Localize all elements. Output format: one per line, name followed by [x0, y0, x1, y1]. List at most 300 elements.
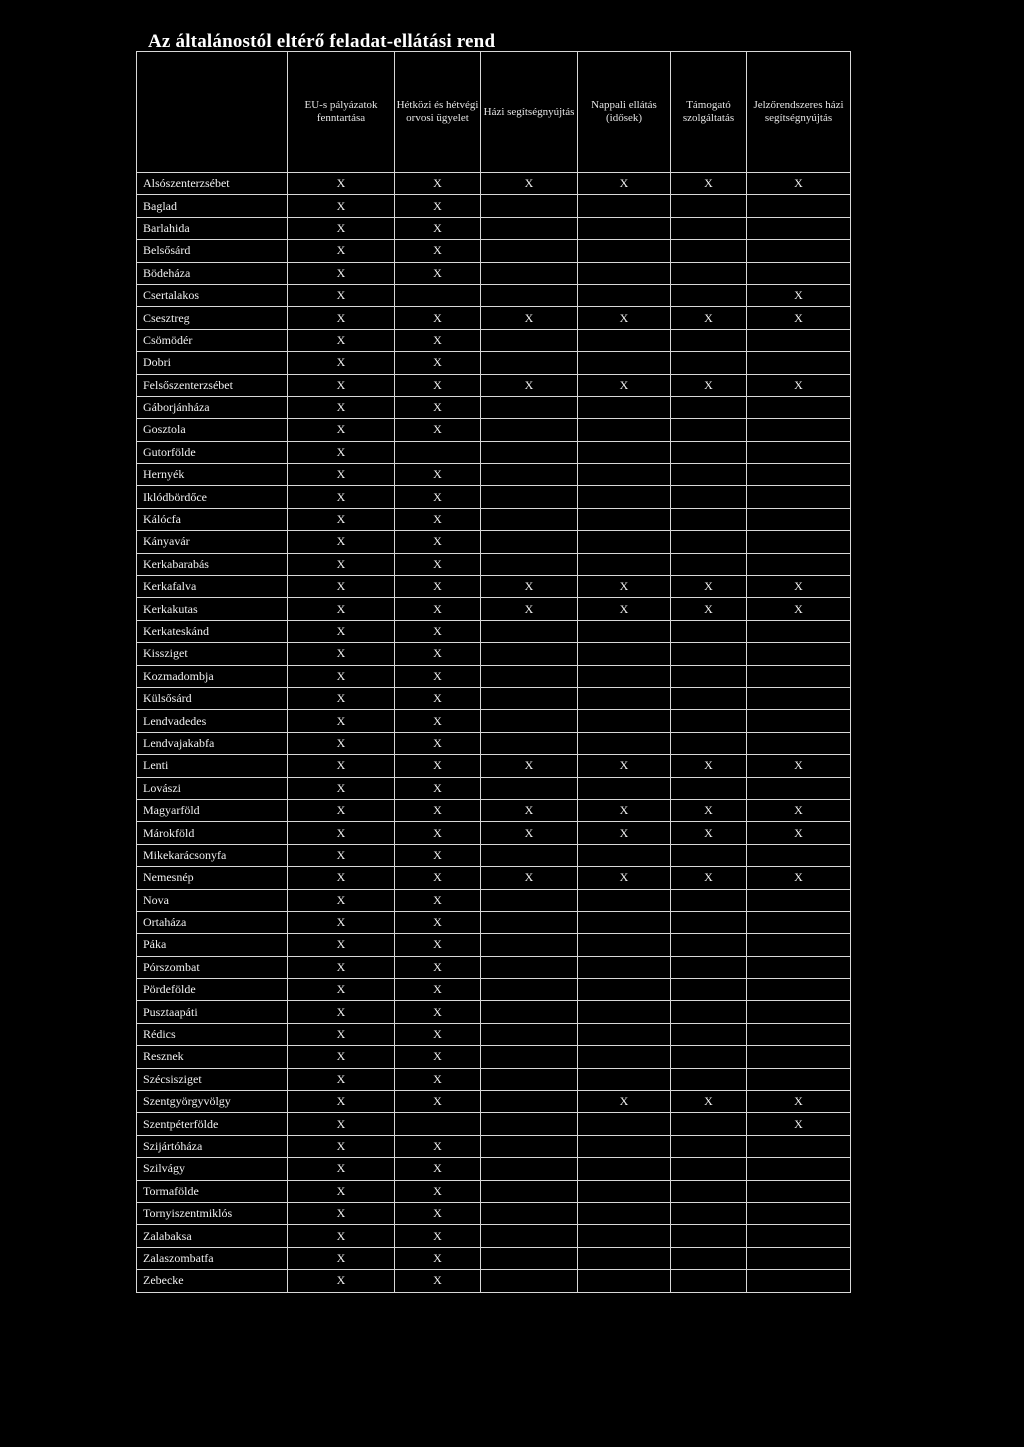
- table-row: [137, 173, 851, 195]
- mark-cell: [578, 710, 671, 732]
- mark-cell: [578, 956, 671, 978]
- settlement-name-cell: Nemesnép: [137, 867, 288, 889]
- mark-cell: [481, 1270, 578, 1292]
- mark-cell: [481, 844, 578, 866]
- mark-cell: X: [288, 911, 395, 933]
- mark-cell: X: [395, 486, 481, 508]
- mark-cell: X: [288, 1270, 395, 1292]
- mark-cell: [481, 262, 578, 284]
- mark-cell: X: [288, 844, 395, 866]
- mark-cell: X: [288, 1158, 395, 1180]
- settlement-name-cell: Márokföld: [137, 822, 288, 844]
- mark-cell: X: [578, 374, 671, 396]
- mark-cell: [578, 464, 671, 486]
- settlement-name-cell: Pördefölde: [137, 979, 288, 1001]
- table-row: [137, 240, 851, 262]
- mark-cell: X: [578, 307, 671, 329]
- mark-cell: X: [578, 755, 671, 777]
- mark-cell: [671, 665, 747, 687]
- mark-cell: X: [288, 822, 395, 844]
- mark-cell: X: [288, 217, 395, 239]
- mark-cell: [578, 508, 671, 530]
- settlement-name-cell: Ortaháza: [137, 911, 288, 933]
- mark-cell: X: [288, 1135, 395, 1157]
- mark-cell: [747, 195, 851, 217]
- settlement-name-cell: Lendvajakabfa: [137, 732, 288, 754]
- mark-cell: X: [288, 687, 395, 709]
- mark-cell: [747, 240, 851, 262]
- table-row: [137, 620, 851, 642]
- mark-cell: [671, 396, 747, 418]
- mark-cell: [747, 665, 851, 687]
- mark-cell: [671, 1158, 747, 1180]
- mark-cell: X: [395, 576, 481, 598]
- mark-cell: X: [288, 889, 395, 911]
- mark-cell: X: [395, 553, 481, 575]
- header-cell-eu-projects: EU-s pályázatok fenntartása: [288, 52, 395, 173]
- mark-cell: [747, 979, 851, 1001]
- mark-cell: X: [395, 867, 481, 889]
- mark-cell: X: [747, 755, 851, 777]
- mark-cell: [578, 352, 671, 374]
- mark-cell: [671, 1023, 747, 1045]
- mark-cell: X: [578, 822, 671, 844]
- mark-cell: [671, 911, 747, 933]
- mark-cell: X: [395, 396, 481, 418]
- mark-cell: [747, 217, 851, 239]
- mark-cell: [747, 329, 851, 351]
- mark-cell: [578, 911, 671, 933]
- header-cell-home-help: Házi segítségnyújtás: [481, 52, 578, 173]
- mark-cell: [578, 531, 671, 553]
- mark-cell: X: [288, 979, 395, 1001]
- mark-cell: [747, 934, 851, 956]
- table-row: [137, 1247, 851, 1269]
- mark-cell: [481, 553, 578, 575]
- table-row: [137, 1270, 851, 1292]
- mark-cell: [578, 732, 671, 754]
- mark-cell: [747, 1247, 851, 1269]
- mark-cell: [578, 934, 671, 956]
- mark-cell: [671, 1068, 747, 1090]
- mark-cell: [578, 1113, 671, 1135]
- settlement-name-cell: Resznek: [137, 1046, 288, 1068]
- mark-cell: [671, 1046, 747, 1068]
- mark-cell: [671, 620, 747, 642]
- table-row: [137, 464, 851, 486]
- mark-cell: X: [288, 307, 395, 329]
- mark-cell: [578, 329, 671, 351]
- mark-cell: [747, 1046, 851, 1068]
- mark-cell: X: [288, 620, 395, 642]
- mark-cell: X: [288, 1091, 395, 1113]
- mark-cell: X: [395, 1158, 481, 1180]
- mark-cell: [671, 284, 747, 306]
- mark-cell: X: [578, 1091, 671, 1113]
- mark-cell: [671, 934, 747, 956]
- settlement-name-cell: Pusztaapáti: [137, 1001, 288, 1023]
- table-row: [137, 687, 851, 709]
- mark-cell: [578, 1202, 671, 1224]
- mark-cell: [747, 889, 851, 911]
- settlement-name-cell: Belsősárd: [137, 240, 288, 262]
- mark-cell: X: [395, 508, 481, 530]
- mark-cell: [747, 1001, 851, 1023]
- mark-cell: X: [747, 284, 851, 306]
- mark-cell: [747, 844, 851, 866]
- mark-cell: X: [671, 576, 747, 598]
- mark-cell: [481, 1180, 578, 1202]
- service-table: [136, 51, 851, 1293]
- table-row: [137, 1202, 851, 1224]
- table-row: [137, 1158, 851, 1180]
- mark-cell: X: [747, 374, 851, 396]
- mark-cell: X: [288, 419, 395, 441]
- mark-cell: X: [395, 732, 481, 754]
- mark-cell: X: [288, 195, 395, 217]
- mark-cell: [481, 486, 578, 508]
- mark-cell: [578, 1068, 671, 1090]
- mark-cell: [578, 889, 671, 911]
- table-row: [137, 1023, 851, 1045]
- mark-cell: [578, 777, 671, 799]
- mark-cell: [481, 777, 578, 799]
- mark-cell: X: [288, 441, 395, 463]
- settlement-name-cell: Zebecke: [137, 1270, 288, 1292]
- header-row: [137, 52, 851, 173]
- mark-cell: [578, 1023, 671, 1045]
- mark-cell: [481, 508, 578, 530]
- mark-cell: [671, 553, 747, 575]
- mark-cell: [747, 508, 851, 530]
- settlement-name-cell: Csesztreg: [137, 307, 288, 329]
- mark-cell: X: [288, 173, 395, 195]
- table-row: [137, 979, 851, 1001]
- settlement-name-cell: Kerkabarabás: [137, 553, 288, 575]
- table-row: [137, 352, 851, 374]
- mark-cell: X: [747, 576, 851, 598]
- settlement-name-cell: Dobri: [137, 352, 288, 374]
- mark-cell: X: [747, 822, 851, 844]
- table-row: [137, 576, 851, 598]
- mark-cell: X: [288, 553, 395, 575]
- header-cell-support-service: Támogató szolgáltatás: [671, 52, 747, 173]
- settlement-name-cell: Kozmadombja: [137, 665, 288, 687]
- settlement-name-cell: Rédics: [137, 1023, 288, 1045]
- table-row: [137, 329, 851, 351]
- mark-cell: X: [288, 352, 395, 374]
- settlement-name-cell: Lovászi: [137, 777, 288, 799]
- mark-cell: X: [671, 598, 747, 620]
- table-row: [137, 1068, 851, 1090]
- mark-cell: [578, 1158, 671, 1180]
- settlement-name-cell: Pórszombat: [137, 956, 288, 978]
- mark-cell: [671, 486, 747, 508]
- mark-cell: [671, 1001, 747, 1023]
- mark-cell: [747, 1202, 851, 1224]
- header-cell-day-care: Nappali ellátás (idősek): [578, 52, 671, 173]
- mark-cell: X: [288, 1202, 395, 1224]
- mark-cell: [578, 419, 671, 441]
- table-row: [137, 262, 851, 284]
- mark-cell: [481, 464, 578, 486]
- mark-cell: [747, 1023, 851, 1045]
- mark-cell: X: [395, 889, 481, 911]
- mark-cell: [481, 284, 578, 306]
- mark-cell: [578, 665, 671, 687]
- mark-cell: X: [395, 329, 481, 351]
- table-row: [137, 1180, 851, 1202]
- header-cell-settlement: [137, 52, 288, 173]
- mark-cell: [578, 979, 671, 1001]
- mark-cell: X: [671, 374, 747, 396]
- mark-cell: X: [395, 307, 481, 329]
- mark-cell: X: [288, 374, 395, 396]
- mark-cell: [747, 732, 851, 754]
- mark-cell: X: [481, 598, 578, 620]
- mark-cell: X: [288, 508, 395, 530]
- table-row: [137, 643, 851, 665]
- mark-cell: X: [395, 262, 481, 284]
- settlement-name-cell: Tormafölde: [137, 1180, 288, 1202]
- settlement-name-cell: Gáborjánháza: [137, 396, 288, 418]
- mark-cell: X: [747, 307, 851, 329]
- mark-cell: [671, 710, 747, 732]
- settlement-name-cell: Mikekarácsonyfa: [137, 844, 288, 866]
- table-row: [137, 1135, 851, 1157]
- mark-cell: [481, 1225, 578, 1247]
- mark-cell: [578, 284, 671, 306]
- settlement-name-cell: Kálócfa: [137, 508, 288, 530]
- mark-cell: [671, 844, 747, 866]
- mark-cell: X: [288, 598, 395, 620]
- mark-cell: [747, 464, 851, 486]
- mark-cell: X: [578, 867, 671, 889]
- mark-cell: X: [288, 755, 395, 777]
- mark-cell: X: [481, 307, 578, 329]
- mark-cell: X: [288, 1225, 395, 1247]
- mark-cell: X: [395, 1135, 481, 1157]
- mark-cell: [578, 486, 671, 508]
- mark-cell: [481, 1247, 578, 1269]
- mark-cell: X: [288, 1068, 395, 1090]
- table-row: [137, 889, 851, 911]
- mark-cell: [747, 643, 851, 665]
- mark-cell: [578, 1225, 671, 1247]
- mark-cell: X: [747, 173, 851, 195]
- settlement-name-cell: Kerkateskánd: [137, 620, 288, 642]
- table-row: [137, 553, 851, 575]
- mark-cell: X: [395, 687, 481, 709]
- mark-cell: X: [481, 576, 578, 598]
- mark-cell: [671, 195, 747, 217]
- mark-cell: [578, 262, 671, 284]
- mark-cell: X: [395, 1225, 481, 1247]
- mark-cell: [578, 687, 671, 709]
- mark-cell: X: [288, 531, 395, 553]
- mark-cell: X: [671, 755, 747, 777]
- mark-cell: X: [395, 464, 481, 486]
- settlement-name-cell: Zalaszombatfa: [137, 1247, 288, 1269]
- mark-cell: X: [395, 911, 481, 933]
- mark-cell: X: [288, 1046, 395, 1068]
- table-row: [137, 956, 851, 978]
- mark-cell: [671, 1225, 747, 1247]
- mark-cell: X: [395, 195, 481, 217]
- settlement-name-cell: Magyarföld: [137, 799, 288, 821]
- mark-cell: X: [395, 1180, 481, 1202]
- mark-cell: X: [578, 799, 671, 821]
- table-row: [137, 822, 851, 844]
- mark-cell: [578, 553, 671, 575]
- settlement-name-cell: Kerkafalva: [137, 576, 288, 598]
- settlement-name-cell: Hernyék: [137, 464, 288, 486]
- mark-cell: X: [671, 867, 747, 889]
- mark-cell: [481, 1001, 578, 1023]
- mark-cell: [747, 352, 851, 374]
- table-row: [137, 934, 851, 956]
- mark-cell: X: [671, 307, 747, 329]
- table-row: [137, 374, 851, 396]
- mark-cell: X: [288, 867, 395, 889]
- table-row: [137, 777, 851, 799]
- mark-cell: X: [395, 240, 481, 262]
- settlement-name-cell: Külsősárd: [137, 687, 288, 709]
- mark-cell: [671, 217, 747, 239]
- mark-cell: [481, 352, 578, 374]
- mark-cell: X: [395, 777, 481, 799]
- mark-cell: X: [671, 799, 747, 821]
- mark-cell: [671, 777, 747, 799]
- mark-cell: [578, 643, 671, 665]
- mark-cell: X: [395, 956, 481, 978]
- mark-cell: [578, 441, 671, 463]
- mark-cell: [671, 1202, 747, 1224]
- mark-cell: X: [395, 217, 481, 239]
- table-row: [137, 755, 851, 777]
- mark-cell: X: [395, 665, 481, 687]
- settlement-name-cell: Csertalakos: [137, 284, 288, 306]
- mark-cell: [578, 217, 671, 239]
- settlement-name-cell: Baglad: [137, 195, 288, 217]
- mark-cell: [671, 329, 747, 351]
- mark-cell: X: [288, 777, 395, 799]
- table-row: [137, 217, 851, 239]
- mark-cell: X: [288, 329, 395, 351]
- settlement-name-cell: Kerkakutas: [137, 598, 288, 620]
- table-row: [137, 396, 851, 418]
- mark-cell: [747, 1180, 851, 1202]
- mark-cell: [671, 531, 747, 553]
- mark-cell: X: [747, 598, 851, 620]
- mark-cell: X: [288, 284, 395, 306]
- settlement-name-cell: Páka: [137, 934, 288, 956]
- mark-cell: X: [395, 979, 481, 1001]
- mark-cell: X: [395, 419, 481, 441]
- mark-cell: [481, 889, 578, 911]
- mark-cell: [481, 979, 578, 1001]
- mark-cell: [747, 419, 851, 441]
- mark-cell: X: [395, 1046, 481, 1068]
- table-row: [137, 284, 851, 306]
- table-row: [137, 665, 851, 687]
- mark-cell: X: [481, 755, 578, 777]
- table-row: [137, 1225, 851, 1247]
- mark-cell: [671, 419, 747, 441]
- mark-cell: [747, 1158, 851, 1180]
- mark-cell: X: [288, 240, 395, 262]
- page-title: Az általánostól eltérő feladat-ellátási rend: [148, 31, 496, 52]
- mark-cell: [747, 486, 851, 508]
- mark-cell: [747, 687, 851, 709]
- mark-cell: [747, 531, 851, 553]
- mark-cell: X: [395, 1270, 481, 1292]
- table-row: [137, 598, 851, 620]
- mark-cell: X: [395, 173, 481, 195]
- mark-cell: X: [395, 755, 481, 777]
- mark-cell: [747, 620, 851, 642]
- settlement-name-cell: Szilvágy: [137, 1158, 288, 1180]
- mark-cell: [747, 553, 851, 575]
- mark-cell: [481, 217, 578, 239]
- mark-cell: [481, 1135, 578, 1157]
- table-row: [137, 486, 851, 508]
- mark-cell: [481, 934, 578, 956]
- mark-cell: X: [481, 173, 578, 195]
- mark-cell: [671, 1247, 747, 1269]
- mark-cell: [578, 1046, 671, 1068]
- mark-cell: [671, 441, 747, 463]
- table-row: [137, 1046, 851, 1068]
- mark-cell: [481, 396, 578, 418]
- mark-cell: [747, 1225, 851, 1247]
- mark-cell: [671, 1270, 747, 1292]
- mark-cell: X: [578, 598, 671, 620]
- settlement-name-cell: Barlahida: [137, 217, 288, 239]
- mark-cell: [481, 620, 578, 642]
- mark-cell: [481, 1023, 578, 1045]
- mark-cell: X: [395, 1202, 481, 1224]
- mark-cell: X: [288, 934, 395, 956]
- mark-cell: X: [288, 464, 395, 486]
- mark-cell: [481, 1158, 578, 1180]
- mark-cell: [395, 284, 481, 306]
- mark-cell: X: [395, 844, 481, 866]
- mark-cell: X: [395, 352, 481, 374]
- settlement-name-cell: Nova: [137, 889, 288, 911]
- mark-cell: [671, 464, 747, 486]
- settlement-name-cell: Tornyiszentmiklós: [137, 1202, 288, 1224]
- mark-cell: X: [288, 396, 395, 418]
- mark-cell: [671, 956, 747, 978]
- mark-cell: X: [395, 1091, 481, 1113]
- mark-cell: [578, 844, 671, 866]
- table-row: [137, 441, 851, 463]
- mark-cell: X: [288, 1180, 395, 1202]
- mark-cell: X: [395, 799, 481, 821]
- settlement-name-cell: Alsószenterzsébet: [137, 173, 288, 195]
- settlement-name-cell: Szijártóháza: [137, 1135, 288, 1157]
- mark-cell: X: [395, 1023, 481, 1045]
- mark-cell: [481, 1113, 578, 1135]
- mark-cell: X: [671, 822, 747, 844]
- mark-cell: X: [395, 710, 481, 732]
- header-cell-medical-duty: Hétközi és hétvégi orvosi ügyelet: [395, 52, 481, 173]
- mark-cell: [671, 687, 747, 709]
- mark-cell: X: [288, 799, 395, 821]
- mark-cell: [747, 441, 851, 463]
- mark-cell: [578, 1180, 671, 1202]
